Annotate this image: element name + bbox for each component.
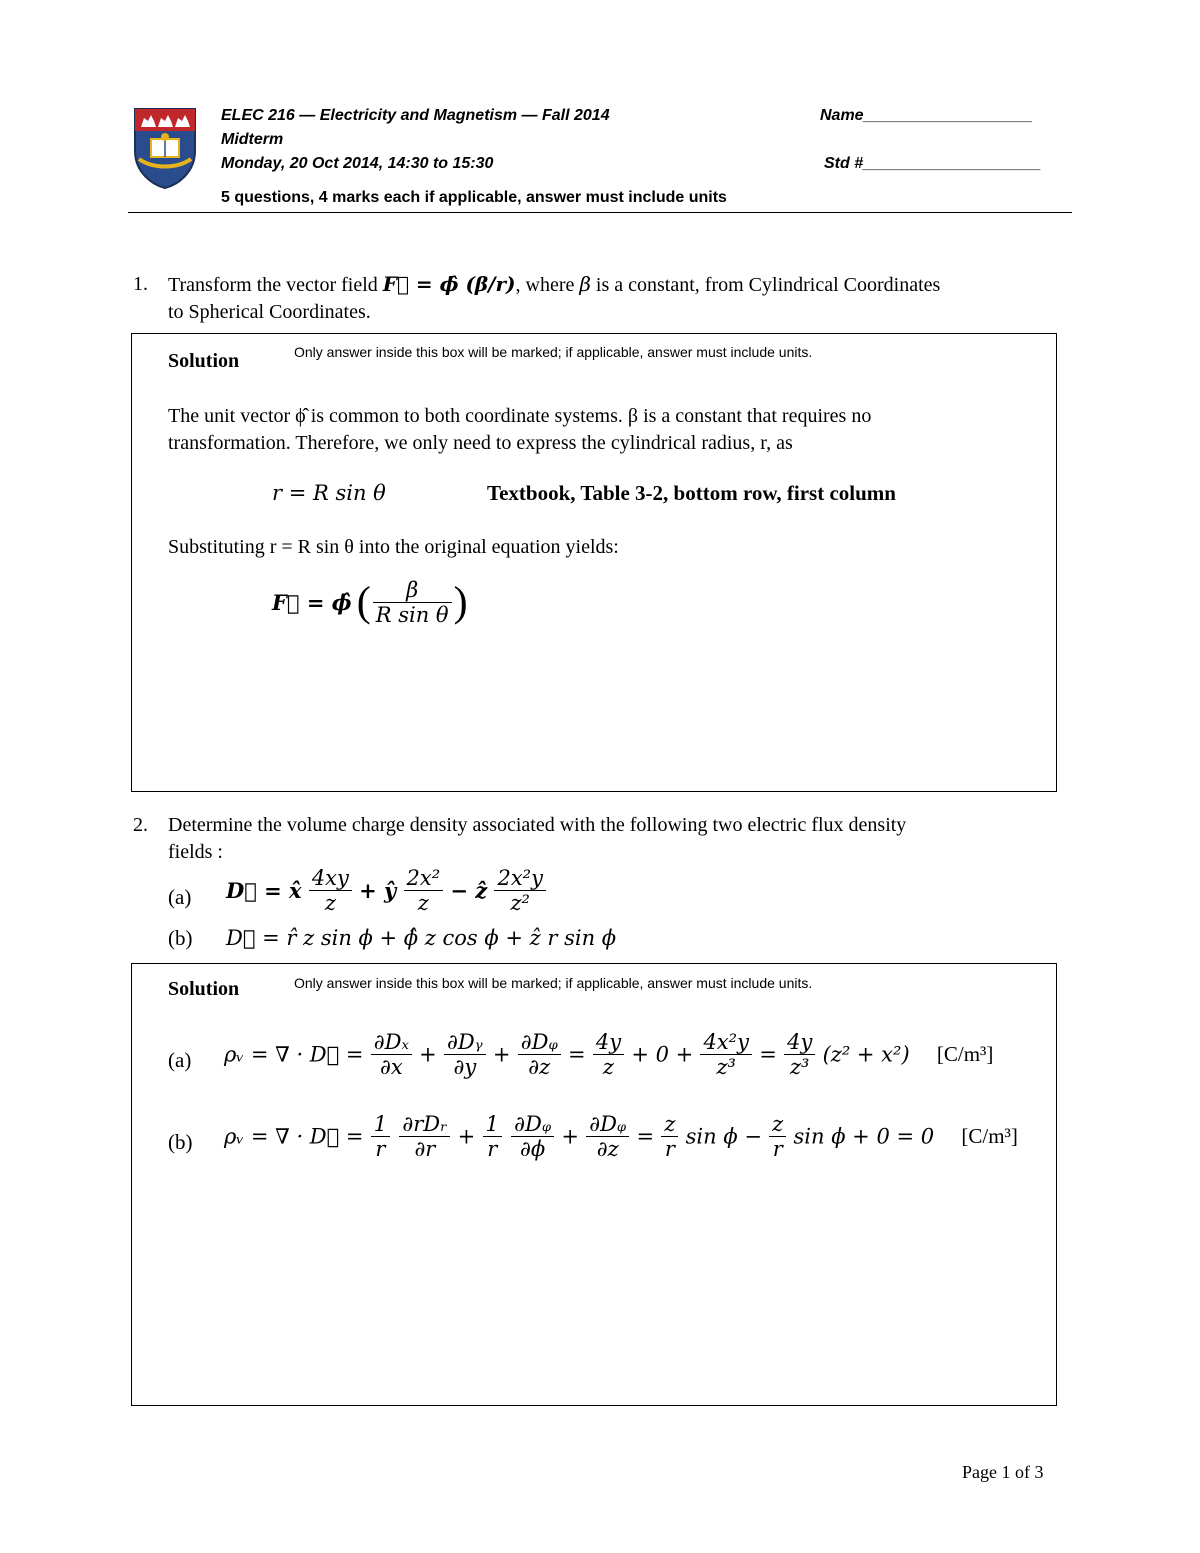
q2-sb-lhs: ρᵥ = ∇ · D⃗ = [224,1124,364,1149]
q2-sa-frac2 [444,1030,486,1079]
q2-sb-frac7 [769,1112,786,1161]
q2-sa-f3d: ∂z [528,1055,551,1080]
header-divider [128,212,1072,213]
q2-sa-unit: [C/m³] [936,1042,994,1067]
university-crest-logo [133,107,197,189]
q2-sa-plus1: + [419,1042,437,1067]
q2-sb-f5d: ∂z [596,1137,619,1162]
q1-textbook-ref: Textbook, Table 3-2, bottom row, first column [487,481,896,505]
q2-sb-frac4 [511,1112,554,1161]
name-line: ___________________ [863,107,1033,124]
q1-text-before: Transform the vector field [168,274,378,296]
q2-sb-f7d: r [772,1137,783,1162]
q2-part-a-field [226,866,548,915]
q2-sa-lhs: ρᵥ = ∇ · D⃗ = [224,1042,364,1067]
q2-sb-mid: sin ϕ − [685,1124,762,1149]
q2-sa-frac5 [700,1030,752,1079]
std-line: ____________________ [863,155,1042,172]
std-label: Std # [824,155,864,172]
name-field [820,107,1033,125]
q2-sb-f4n: ∂Dᵩ [511,1112,554,1137]
q2-sa-f4n: 4y [593,1030,624,1055]
q2-sb-plus1: + [457,1124,476,1149]
q2-sb-f6d: r [664,1137,675,1162]
q2-sb-f3d: r [487,1137,498,1162]
q2-sb-f2n: ∂rDᵣ [399,1112,450,1137]
q2-sa-f6n: 4y [784,1030,815,1055]
q2-sb-unit: [C/m³] [961,1124,1018,1149]
q2-a-d1: z [324,891,336,916]
q2-sb-frac1 [371,1112,390,1161]
q2-sb-frac2 [399,1112,450,1161]
q2-sb-f5n: ∂Dᵩ [586,1112,629,1137]
q2-solution-a-label: (a) [168,1048,192,1072]
q1-prompt-line1 [168,270,1068,299]
q1-paren-close: ) [453,579,468,626]
exam-datetime: Monday, 20 Oct 2014, 14:30 to 15:30 [221,155,494,172]
q2-sa-f5d: z³ [716,1055,736,1080]
q2-solution-note: Only answer inside this box will be marked; if applicable, answer must include units. [294,975,813,991]
q2-a-frac3 [494,866,546,915]
q1-paren-open: ( [356,579,371,626]
q2-sb-f3n: 1 [483,1112,502,1137]
q1-solution-label: Solution [168,350,240,372]
q2-a-n2: 2x² [404,866,444,891]
q2-sa-f3n: ∂Dᵩ [518,1030,561,1055]
q2-solution-a-equation [224,1030,993,1079]
q2-part-b-field: D⃗ = r̂ z sin ϕ + ϕ̂ z cos ϕ + ẑ r sin ϕ [226,926,617,950]
q1-formula: F⃗ = ϕ̂ (β/r) [382,272,516,296]
q2-part-a-label: (a) [168,885,192,909]
q2-sa-f1n: ∂Dₓ [371,1030,412,1055]
q2-sa-zero: + 0 + [631,1042,694,1067]
q2-sa-frac6 [784,1030,815,1079]
student-number-field [824,155,1041,173]
q2-sa-plus2: + [492,1042,511,1067]
q1-text-after: is a constant, from Cylindrical Coordinates [595,274,941,296]
q1-eq-r: r = R sin θ [272,481,386,505]
q1-prompt-line2: to Spherical Coordinates. [168,301,371,323]
q2-sb-eq1: = [636,1124,655,1149]
course-title: ELEC 216 — Electricity and Magnetism — Fall 2014 [221,107,610,124]
q1-number: 1. [133,273,148,295]
q2-sb-f1n: 1 [371,1112,390,1137]
q2-a-mid1: + ŷ [359,878,397,904]
q1-result-lhs: F⃗ = ϕ̂ [272,590,352,616]
q2-sa-f2n: ∂Dᵧ [444,1030,486,1055]
q2-sa-f2d: ∂y [453,1055,477,1080]
q1-solution-note: Only answer inside this box will be marked; if applicable, answer must include units. [294,344,813,360]
q2-a-mid2: − ẑ [450,878,488,904]
q1-result-num: β [373,578,452,603]
q2-sa-tail: (z² + x²) [822,1042,910,1067]
q2-sb-f1d: r [375,1137,386,1162]
exam-instructions: 5 questions, 4 marks each if applicable, answer must include units [221,189,727,206]
q2-solution-label: Solution [168,978,240,1000]
q2-sa-f4d: z [602,1055,614,1080]
page-number: Page 1 of 3 [962,1462,1044,1482]
q2-solution-b-label: (b) [168,1130,193,1154]
q2-prompt-line2: fields : [168,841,223,863]
q1-result-equation [272,578,468,627]
q2-a-frac2 [404,866,444,915]
q2-sb-frac6 [661,1112,678,1161]
exam-title: Midterm [221,131,284,148]
q2-part-b-label: (b) [168,926,193,950]
q2-sb-f2d: ∂r [414,1137,436,1162]
q2-sb-frac5 [586,1112,629,1161]
q2-solution-b-equation [224,1112,1018,1161]
q1-text-mid: , where [515,274,575,296]
q2-sb-plus2: + [561,1124,579,1149]
q2-solution-box [131,963,1057,1406]
q2-sa-frac4 [593,1030,624,1079]
q2-a-frac1 [309,866,352,915]
q2-sb-f4d: ∂ϕ [520,1137,546,1162]
q2-sb-f7n: z [769,1112,786,1137]
q2-sb-tail: sin ϕ + 0 = 0 [793,1124,935,1149]
q2-a-n3: 2x²y [494,866,546,891]
q1-substitution-text: Substituting r = R sin θ into the original equation yields: [168,536,619,558]
q2-sb-f6n: z [661,1112,678,1137]
q2-prompt-line1: Determine the volume charge density associated with the following two electric flux density [168,814,907,836]
q2-sb-frac3 [483,1112,502,1161]
q2-sa-f5n: 4x²y [700,1030,752,1055]
name-label: Name [820,107,864,124]
q1-solution-box [131,333,1057,792]
q1-beta: β [579,272,591,296]
q1-para-line2: transformation. Therefore, we only need to express the cylindrical radius, r, as [168,432,793,454]
q1-result-den: R sin θ [375,603,449,628]
q1-result-fraction [373,578,452,627]
q2-number: 2. [133,814,148,836]
q2-sa-f1d: ∂x [379,1055,403,1080]
q1-para-line1: The unit vector ϕ̂ is common to both coordinate systems. β is a constant that requires no [168,405,872,427]
q2-a-d2: z [417,891,429,916]
q2-sa-frac3 [518,1030,561,1079]
q2-sa-frac1 [371,1030,412,1079]
q2-sa-eq2: = [759,1042,777,1067]
q2-a-n1: 4xy [309,866,352,891]
q2-sa-f6d: z³ [789,1055,810,1080]
q2-sa-eq1: = [567,1042,586,1067]
q2-a-lhs: D⃗ = x̂ [226,878,302,904]
q2-a-d3: z² [510,891,530,916]
